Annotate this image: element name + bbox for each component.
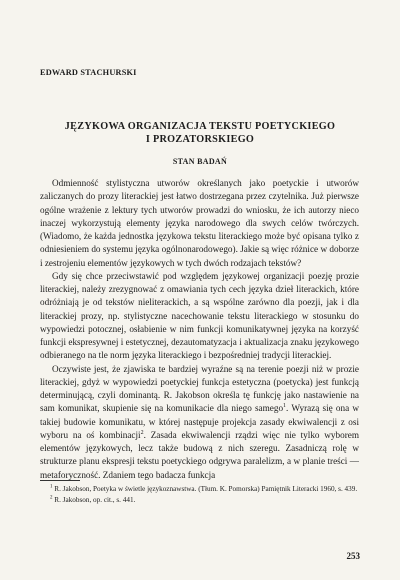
paragraph: Gdy się chce przeciwstawić pod względem językowej organizacji poezję prozie literackiej, należy zrezygnować z omawiania tych cech języka dzieł literackich, które odróżniają je od tekstów nieliterackich, a są wspólne zarówno dla poezji, jak i dla literackiej prozy, np. stylistyczne nacechowanie tekstu literackiego w stosunku do wypowiedzi potocznej, osłabienie w nim funkcji komunikatywnej języka na korzyść funkcji ekspresywnej i estetycznej, dezautomatyzacja i aktualizacja znaku językowego odbieranego na tle norm języka literackiego i bezpośredniej tradycji literackiej. <box>40 270 359 361</box>
paragraph-text: . Wyrazą się ona w takiej budowie komunikatu, w której następuje projekcja zasady ekwiwalencji z osi wyboru na oś kombinacji <box>40 403 359 440</box>
footnotes <box>40 484 359 505</box>
running-head-author: EDWARD STACHURSKI <box>40 68 137 77</box>
footnote-ref[interactable]: 1 <box>283 403 287 410</box>
title-line-1: JĘZYKOWA ORGANIZACJA TEKSTU POETYCKIEGO <box>64 121 336 132</box>
title-line-2: I PROZATORSKIEGO <box>145 133 255 145</box>
page-number: 253 <box>346 551 360 561</box>
footnote-divider <box>40 480 80 481</box>
footnote <box>40 484 359 495</box>
footnote <box>40 495 359 506</box>
section-heading: STAN BADAŃ <box>172 157 228 166</box>
article-body <box>40 177 359 482</box>
paragraph-text: . Zasada ekwiwalencji rządzi więc nie tylko wyborem elementów językowych, lecz także budową z nich szeregu. Zasadniczą rolę w strukturze planu ekspresji tekstu poetyckiego odgrywa paralelizm, a w planie treści — metaforyczność. Zdaniem tego badacza funkcja <box>40 429 359 480</box>
footnote-number: 1 <box>50 484 53 490</box>
footnote-text: R. Jakobson, op. cit., s. 441. <box>54 495 136 504</box>
paragraph: Odmienność stylistyczna utworów określanych jako poetyckie i utworów zaliczanych do prozy literackiej jest łatwo dostrzegana przez czytelnika. Już pierwsze ogólne wrażenie z lektury tych utworów prowadzi do wniosku, że ich autorzy nieco inaczej wykorzystują elementy języka narodowego dla swych celów twórczych. (Wiadomo, że każda jednostka językowa tekstu literackiego może być opisana tylko z odniesieniem do systemu języka ogólnonarodowego). Jakie są więc różnice w doborze i zestrojeniu elementów językowych w tych dwóch rodzajach tekstów? <box>40 178 359 268</box>
footnote-number: 2 <box>50 495 53 501</box>
paragraph <box>40 363 359 482</box>
paragraph-text: Oczywiste jest, że zjawiska te bardziej wyraźne są na terenie poezji niż w prozie literackiej, gdyż w wypowiedzi poetyckiej funkcja estetyczna (poetycka) jest funkcją determinującą, czyli dominantą. R. Jakobson określa tę funkcję jako nastawienie na sam komunikat, skupienie się na komunikacie dla niego samego <box>40 363 359 414</box>
footnote-ref[interactable]: 2 <box>140 429 144 436</box>
article-title <box>0 121 400 146</box>
footnote-text: R. Jakobson, Poetyka w świetle językoznawstwa. (Tłum. K. Pomorska) Pamiętnik Literacki 1960, s. 439. <box>54 485 358 493</box>
